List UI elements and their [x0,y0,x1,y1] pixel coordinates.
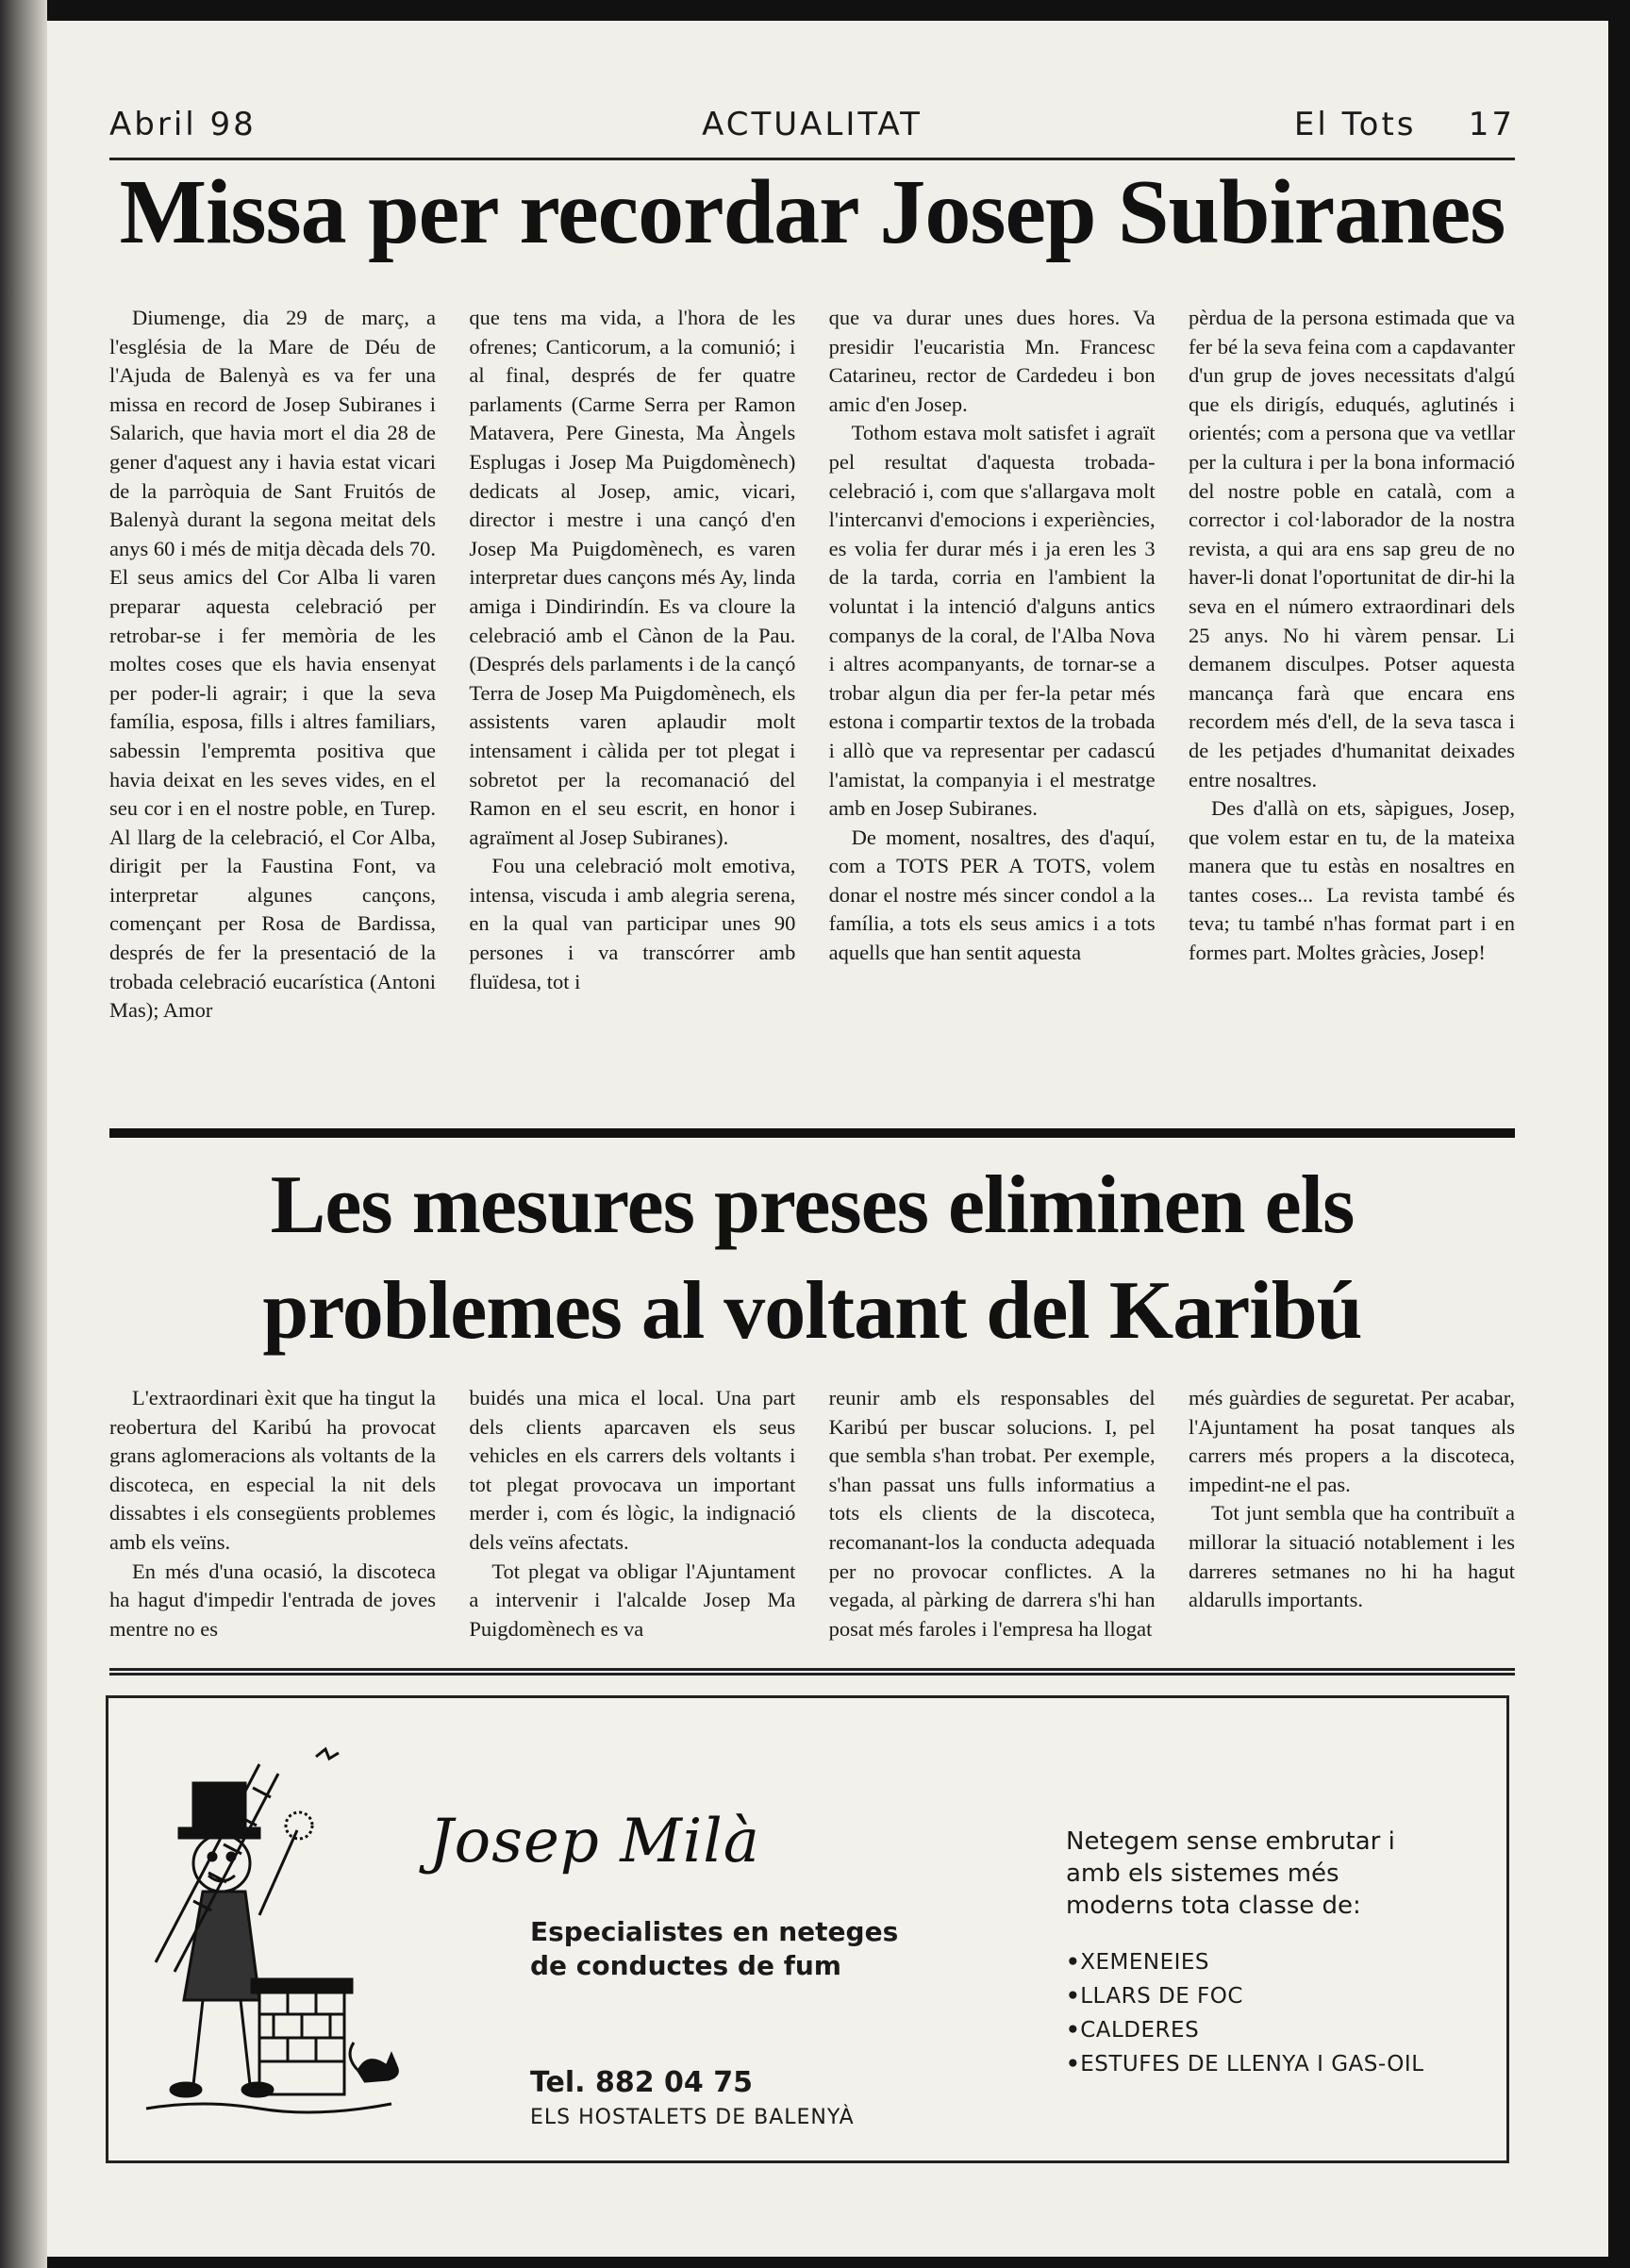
paragraph: que tens ma vida, a l'hora de les ofrenes; Canticorum, a la comunió; i al final, després de fer quatre parlaments (Carme Serra per Ramon Matavera, Pere Ginesta, Ma Àngels Esplugas i Josep Ma Puigdomènech) dedicats al Josep, amic, vicari, director i mestre i una cançó d'en Josep Ma Puigdomènech, es varen interpretar dues cançons més Ay, linda amiga i Dindirindín. Es va cloure la celebració amb el Cànon de la Pau. (Després dels parlaments i de la cançó Terra de Josep Ma Puigdomènech, els assistents varen aplaudir molt intensament i càlida per tot plegat i sobretot per la recomanació del Ramon en el seu escrit, en honor i agraïment al Josep Subiranes). [469,306,796,849]
article2-column-2 [469,1384,795,1653]
brand-logo: Josep Milà [429,1807,760,1876]
service-item: • ESTUFES DE LLENYA I GAS-OIL [1066,2047,1424,2081]
paragraph: buidés una mica el local. Una part dels clients aparcaven els seus vehicles en els carrers dels voltants i tot plegat provocava un important merder i, com és lògic, la indignació dels veïns afectats. [469,1386,796,1554]
paragraph: més guàrdies de seguretat. Per acabar, l'Ajuntament ha posat tanques als carrers més propers a la discoteca, impedint-ne el pas. [1188,1386,1515,1496]
paragraph: Diumenge, dia 29 de març, a l'església de la Mare de Déu de l'Ajuda de Balenyà es va fer una missa en record de Josep Subiranes i Salarich, que havia mort el dia 28 de gener d'aquest any i havia estat vicari de la parròquia de Sant Fruitós de Balenyà durant la segona meitat dels anys 60 i més de mitja dècada dels 70. El seus amics del Cor Alba li varen preparar aquesta celebració per retrobar-se i fer memòria de les moltes coses que els havia ensenyat per poder-li agrair; i que la seva família, esposa, fills i altres familiars, sabessin l'empremta positiva que havia deixat en les seves vides, en el seu cor i en el nostre poble, en Turep. Al llarg de la celebració, el Cor Alba, dirigit per la Faustina Font, va interpretar algunes cançons, començant per Rosa de Bardissa, després de fer la presentació de la trobada celebració eucarística (Antoni Mas); Amor [109,306,436,1023]
specialty-text: Especialistes en neteges de conductes de fum [530,1916,899,1981]
paragraph: Des d'allà on ets, sàpigues, Josep, que volem estar en tu, de la mateixa manera que tu estàs en nosaltres en tantes coses... La revista també és teva; tu també n'has format part i en formes part. Moltes gràcies, Josep! [1188,796,1515,965]
issue-date: Abril 98 [109,106,257,143]
article2-column-4 [1189,1384,1515,1653]
slogan-text: Netegem sense embrutar i amb els sistemes més moderns tota classe de: [1066,1827,1395,1920]
services-list [1066,1945,1424,2081]
article2-body [109,1384,1515,1653]
paragraph: Tot junt sembla que ha contribuït a millorar la situació notablement i les darreres setmanes no hi ha hagut aldarulls importants. [1188,1501,1515,1612]
service-item: • XEMENEIES [1066,1945,1424,1979]
publication-and-page [1294,106,1515,143]
article1-column-2 [469,304,795,1087]
section-name: ACTUALITAT [702,106,923,143]
article2-headline [109,1153,1515,1364]
paragraph: L'extraordinari èxit que ha tingut la reobertura del Karibú ha provocat grans aglomeracions als voltants de la discoteca, en especial la nit dels dissabtes i els consegüents problemes amb els veïns. [109,1386,436,1554]
running-head [109,106,1515,157]
chimney-sweep-advert [106,1695,1509,2163]
page-number: 17 [1468,106,1515,143]
paragraph: De moment, nosaltres, des d'aquí, com a TOTS PER A TOTS, volem donar el nostre més sincer condol a la família, a tots els seus amics i a tots aquells que han sentit aquesta [828,825,1156,965]
article1-column-3 [829,304,1156,1087]
article1-body [109,304,1515,1087]
article-separator-rule [109,1128,1515,1138]
paragraph: Tot plegat va obligar l'Ajuntament a intervenir i l'alcalde Josep Ma Puigdomènech es va [469,1559,796,1641]
phone-number: Tel. 882 04 75 [530,2066,753,2099]
publication-name: El Tots [1293,106,1417,143]
article2-column-3 [829,1384,1156,1653]
article1-column-4 [1189,304,1515,1087]
page-spine-shadow [0,0,47,2268]
paragraph: pèrdua de la persona estimada que va fer bé la seva feina com a capdavanter d'un grup de joves necessitats d'algú que els dirigís, eduqués, aglutinés i orientés; com a persona que va vetllar per la cultura i per la bona informació del nostre poble en català, com a corrector i col·laborador de la nostra revista, a qui ara ens sap greu de no haver-li donat l'oportunitat de dir-hi la seva en el número extraordinari dels 25 anys. No hi vàrem pensar. Li demanem disculpes. Potser aquesta mancança farà que encara ens recordem més d'ell, de la seva tasca i de les petjades d'humanitat deixades entre nosaltres. [1188,306,1515,792]
paragraph: que va durar unes dues hores. Va presidir l'eucaristia Mn. Francesc Catarineu, rector de Cardedeu i bon amic d'en Josep. [828,306,1156,416]
paragraph: En més d'una ocasió, la discoteca ha hagut d'impedir l'entrada de joves mentre no es [109,1559,436,1641]
article2-column-1 [109,1384,436,1653]
article2-headline-line2: problemes al voltant del Karibú [262,1265,1362,1357]
town-name: ELS HOSTALETS DE BALENYÀ [530,2106,855,2129]
article2-headline-line1: Les mesures preses eliminen els [270,1159,1355,1251]
paragraph: reunir amb els responsables del Karibú per buscar solucions. I, pel que sembla s'han trobat. Per exemple, s'han passat uns fulls informatius a tots els clients de la discoteca, recomanant-los la conducta adequada per no provocar conflictes. A la vegada, al pàrking de darrera s'hi han posat més faroles i l'empresa ha llogat [828,1386,1156,1641]
service-item: • LLARS DE FOC [1066,1979,1424,2013]
article1-column-1 [109,304,436,1087]
paragraph: Fou una celebració molt emotiva, intensa, viscuda i amb alegria serena, en la qual van participar unes 90 persones i va transcórrer amb fluïdesa, tot i [469,854,796,993]
article1-headline: Missa per recordar Josep Subiranes [119,161,1505,263]
paragraph: Tothom estava molt satisfet i agraït pel resultat d'aquesta trobada-celebració i, com que s'allargava molt l'intercanvi d'emocions i experiències, es volia fer durar més i ja eren les 3 de la tarda, corria en l'ambient la voluntat i la intenció d'alguns antics companys de la coral, de l'Alba Nova i altres acompanyants, de tornar-se a trobar algun dia per fer-la petar més estona i compartir textos de la trobada i allò que va representar per cadascú l'amistat, la companyia i el mestratge amb en Josep Subiranes. [828,421,1156,821]
chimney-sweep-illustration-icon [127,1745,410,2142]
page-edge [1608,0,1630,2268]
service-item: • CALDERES [1066,2013,1424,2047]
advert-separator-rule [109,1668,1515,1676]
